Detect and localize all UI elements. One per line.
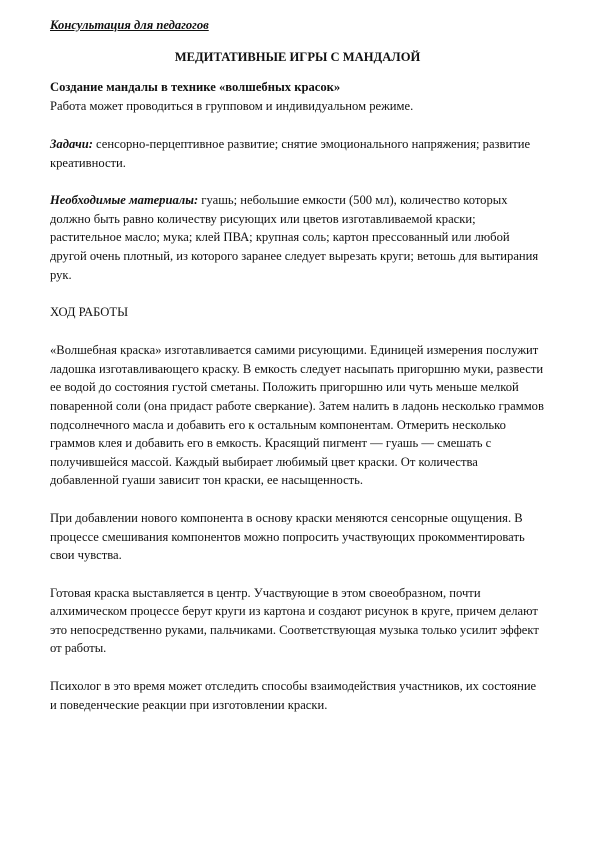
spacer (50, 565, 545, 584)
spacer (50, 116, 545, 135)
spacer (50, 658, 545, 677)
body-paragraph-4: Психолог в это время может отследить способы взаимодействия участников, их состояние и поведенческие реакции при изготовлении краски. (50, 679, 537, 712)
intro-subtitle: Создание мандалы в технике «волшебных красок» (50, 80, 341, 94)
body-paragraph-1: «Волшебная краска» изготавливается самими рисующими. Единицей измерения послужит ладошка изготавливающего краску. В емкость следует насыпать пригоршню муки, развести ее водой до состояния густой сметаны. Положить пригоршню или чуть меньше мелкой поваренной соли (она придаст работе сверкание). Затем налить в ладонь несколько граммов подсолнечного масла и добавить его к остальным компонентам. Отмерить несколько граммов клея и добавить его в емкость. Красящий пигмент — гуашь — смешать с получившейся массой. Каждый выбирает любимый цвет краски. От количества добавленной гуаши зависит тон краски, ее насыщенность. (50, 343, 544, 488)
document-title: МЕДИТАТИВНЫЕ ИГРЫ С МАНДАЛОЙ (174, 50, 421, 64)
body-paragraph-2: При добавлении нового компонента в основу краски меняются сенсорные ощущения. В процессе смешивания компонентов можно попросить участвующих прокомментировать свои чувства. (50, 510, 525, 563)
tasks-paragraph (50, 135, 545, 172)
materials-label: Необходимые материалы: (50, 193, 199, 208)
spacer (50, 490, 545, 509)
tasks-text: сенсорно-перцептивное развитие; снятие эмоционального напряжения; развитие креативности. (50, 137, 531, 170)
workflow-heading: ХОД РАБОТЫ (50, 305, 129, 320)
document-header: Консультация для педагогов (50, 18, 209, 32)
spacer (50, 284, 545, 303)
materials-paragraph (50, 191, 545, 284)
spacer (50, 322, 545, 341)
intro-text: Работа может проводиться в групповом и индивидуальном режиме. (50, 99, 414, 113)
body-paragraph-3: Готовая краска выставляется в центр. Участвующие в этом своеобразном, почти алхимическом процессе берут круги из картона и создают рисунок в круге, причем делают это непосредственно руками, пальчиками. Соответствующая музыка только усилит эффект от работы. (50, 585, 539, 656)
spacer (50, 172, 545, 191)
materials-text: гуашь; небольшие емкости (500 мл), количество которых должно быть равно количеству рисующих или цветов изготавливаемой краски; растительное масло; мука; клей ПВА; крупная соль; картон прессованный или любой другой очень плотный, из которого заранее следует вырезать круги; ветошь для вытирания рук. (50, 193, 539, 282)
tasks-label: Задачи: (50, 137, 93, 151)
